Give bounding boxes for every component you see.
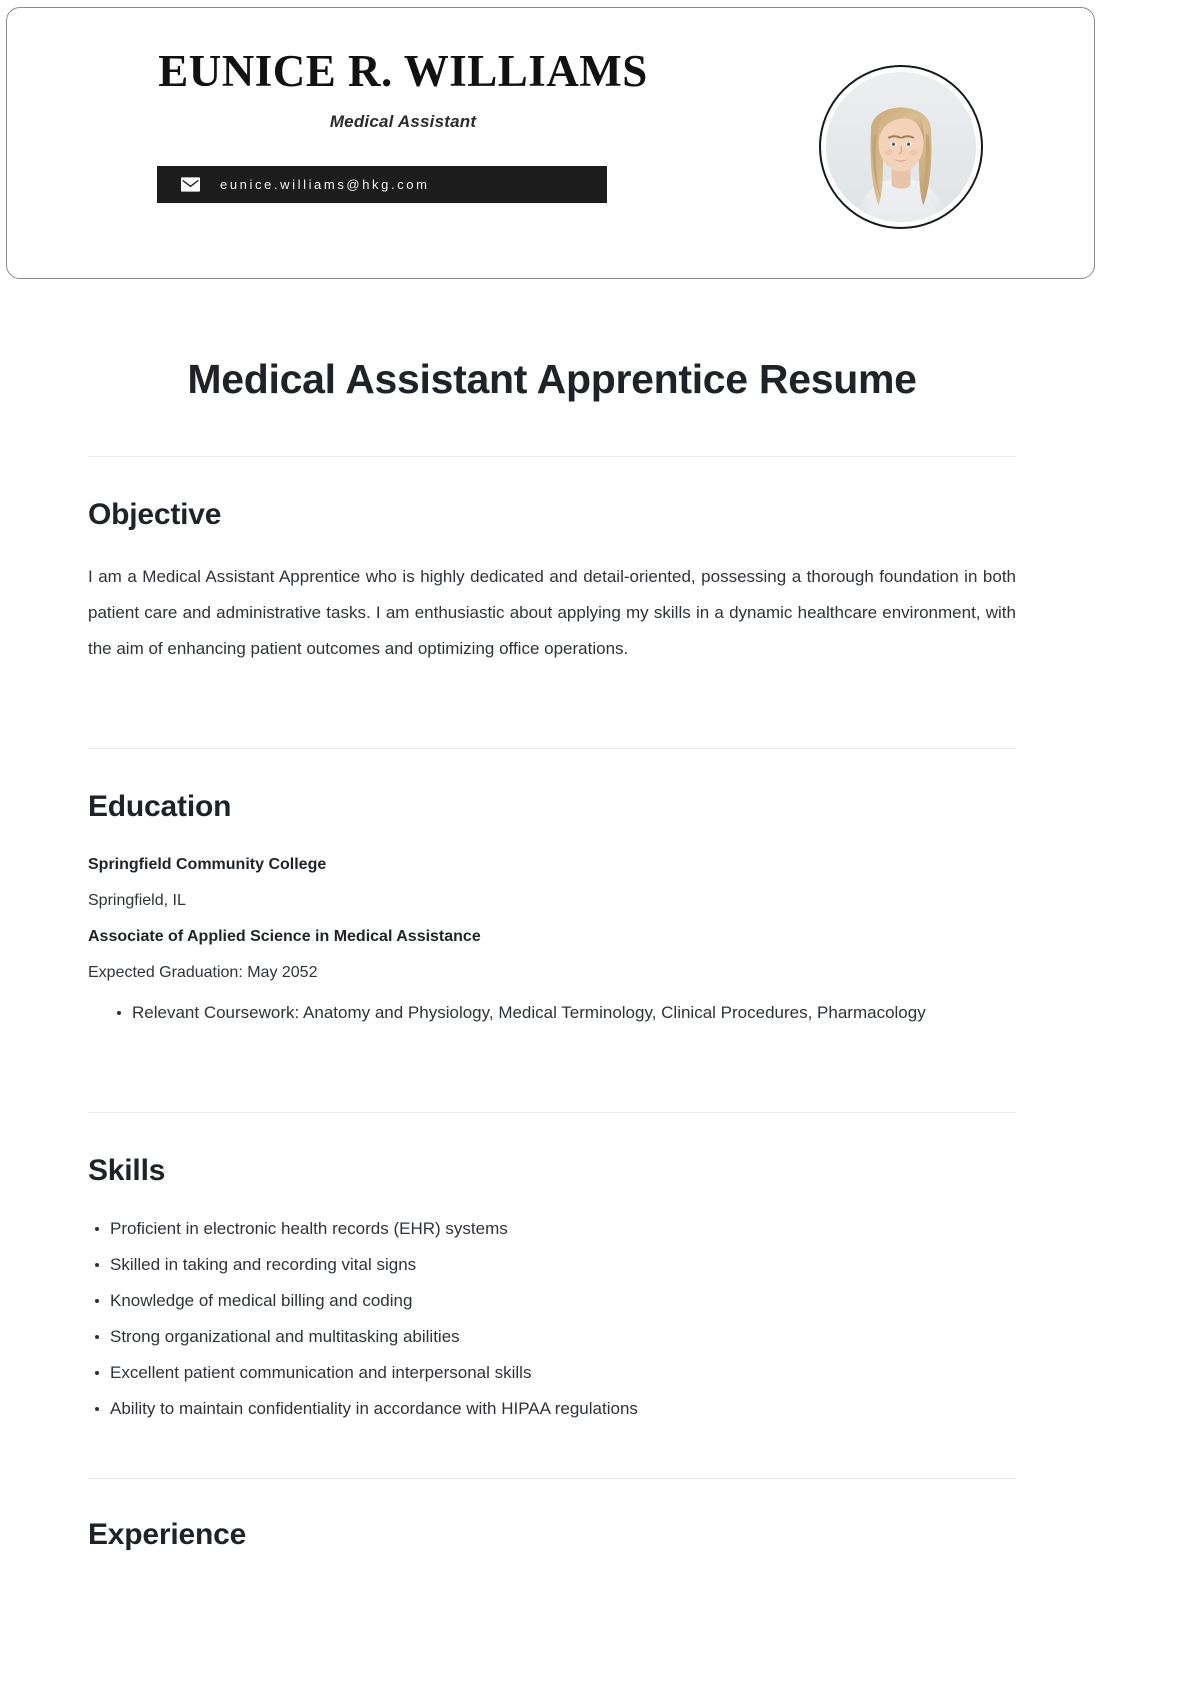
divider-below-title bbox=[88, 456, 1016, 457]
divider-below-objective bbox=[88, 748, 1016, 749]
section-skills bbox=[88, 1154, 1016, 1427]
experience-heading: Experience bbox=[88, 1518, 247, 1551]
header-inner bbox=[7, 8, 1094, 278]
email-contact-bar[interactable] bbox=[157, 166, 607, 203]
divider-below-education bbox=[88, 1112, 1016, 1113]
section-experience bbox=[88, 1518, 1016, 1553]
envelope-icon bbox=[181, 177, 200, 192]
list-item: Strong organizational and multitasking abilities bbox=[88, 1319, 1016, 1355]
objective-text: I am a Medical Assistant Apprentice who is highly dedicated and detail-oriented, possessing a thorough foundation in both patient care and administrative tasks. I am enthusiastic about applying my skills in a dynamic healthcare environment, with the aim of enhancing patient outcomes and optimizing office operations. bbox=[88, 566, 1016, 658]
name-block bbox=[93, 46, 713, 132]
list-item: Ability to maintain confidentiality in accordance with HIPAA regulations bbox=[88, 1391, 1016, 1427]
divider-below-skills bbox=[88, 1478, 1016, 1479]
education-location: Springfield, IL bbox=[88, 891, 186, 909]
education-graduation: Expected Graduation: May 2052 bbox=[88, 963, 318, 981]
list-item: Skilled in taking and recording vital signs bbox=[88, 1247, 1016, 1283]
candidate-name: EUNICE R. WILLIAMS bbox=[158, 46, 648, 96]
section-education bbox=[88, 790, 1016, 1031]
resume-header-card bbox=[6, 7, 1095, 279]
portrait-photo bbox=[826, 72, 976, 222]
email-address: eunice.williams@hkg.com bbox=[220, 177, 430, 192]
skills-bullet-list bbox=[88, 1211, 1016, 1427]
skills-heading: Skills bbox=[88, 1154, 166, 1187]
list-item: Excellent patient communication and interpersonal skills bbox=[88, 1355, 1016, 1391]
list-item: Relevant Coursework: Anatomy and Physiology, Medical Terminology, Clinical Procedures, Pharmacology bbox=[110, 995, 1016, 1031]
portrait-illustration bbox=[826, 72, 976, 222]
education-entry bbox=[88, 847, 1016, 1031]
avatar bbox=[819, 65, 983, 229]
list-item: Proficient in electronic health records (EHR) systems bbox=[88, 1211, 1016, 1247]
section-objective bbox=[88, 498, 1016, 667]
education-heading: Education bbox=[88, 790, 232, 823]
objective-heading: Objective bbox=[88, 498, 222, 531]
list-item: Knowledge of medical billing and coding bbox=[88, 1283, 1016, 1319]
education-degree: Associate of Applied Science in Medical Assistance bbox=[88, 927, 481, 945]
page-title: Medical Assistant Apprentice Resume bbox=[187, 356, 917, 402]
education-bullet-list bbox=[88, 995, 1016, 1031]
candidate-job-title: Medical Assistant bbox=[329, 111, 477, 131]
education-school: Springfield Community College bbox=[88, 855, 327, 873]
